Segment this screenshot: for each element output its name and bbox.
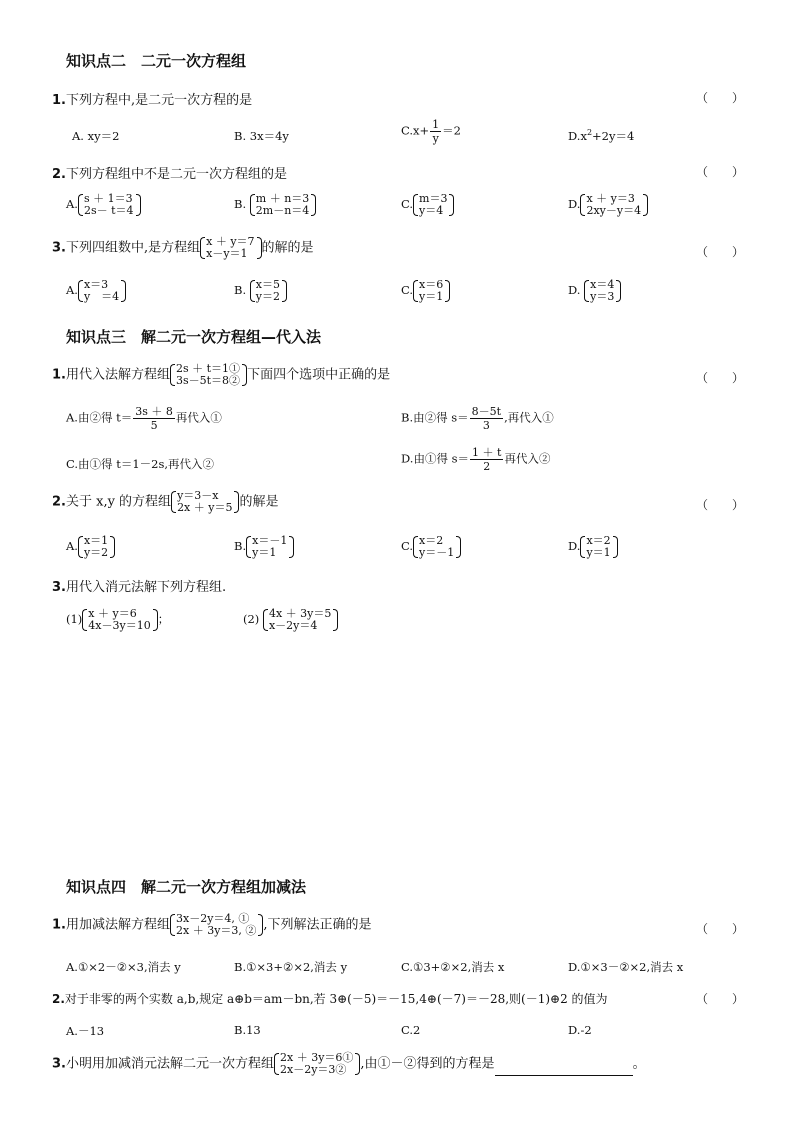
- equation-system: x＝2 y＝－1: [413, 535, 461, 559]
- equation-system: x ＋ y＝3 2xy－y＝4: [580, 193, 648, 217]
- equation-system: 2x ＋ 3y＝6① 2x－2y＝3②: [274, 1052, 360, 1076]
- option-a: A.－13: [66, 1024, 105, 1038]
- option-b: B.由②得 s＝ $\frac{8-5t}{3}$ ,再代入①: [401, 405, 554, 432]
- option-d: D.-2: [568, 1023, 592, 1037]
- equation-system: y＝3－x 2x ＋ y＝5: [171, 490, 239, 514]
- equation-system: x＝－1 y＝1: [246, 535, 294, 559]
- question-4-2: 2.对于非零的两个实数 a,b,规定 a⊕b＝am－bn,若 3⊕(－5)＝－15,4⊕(－7)＝－28,则(－1)⊕2 的值为: [52, 992, 608, 1006]
- option-c: C.x+ $\frac{1}{y}$ ＝2: [401, 118, 461, 145]
- answer-paren: （ ）: [696, 922, 745, 936]
- equation-system: x＝2 y＝1: [580, 535, 617, 559]
- option-c: C. x＝6 y＝1: [401, 279, 450, 303]
- option-d: D. x＝4 y＝3: [568, 279, 621, 303]
- option-a: A. xy＝2: [72, 129, 120, 143]
- equation-system: x＝5 y＝2: [250, 279, 287, 303]
- equation-system: 2s ＋ t＝1① 3s－5t＝8②: [170, 363, 247, 387]
- question-4-1: 1.用加减法解方程组 3x－2y＝4, ① 2x ＋ 3y＝3, ② ,下列解法正确的是: [52, 912, 372, 937]
- equation-system: x ＋ y＝7 x－y＝1: [200, 236, 261, 260]
- answer-paren: （ ）: [696, 245, 745, 259]
- answer-paren: （ ）: [696, 371, 745, 385]
- equation-system: s ＋ 1＝3 2s－ t＝4: [78, 193, 141, 217]
- option-b: B. x＝5 y＝2: [234, 279, 287, 303]
- option-b: B. x＝－1 y＝1: [234, 535, 294, 559]
- option-b: B. m ＋ n＝3 2m－n＝4: [234, 193, 316, 217]
- option-b: B.①×3+②×2,消去 y: [234, 960, 348, 974]
- answer-blank[interactable]: [495, 1063, 633, 1076]
- answer-paren: （ ）: [696, 165, 745, 179]
- question-2-1: 1.下列方程中,是二元一次方程的是: [52, 93, 253, 108]
- option-a: A.①×2－②×3,消去 y: [66, 960, 181, 974]
- option-d: D.由①得 s＝ $\frac{1 + t}{2}$ 再代入②: [401, 446, 551, 473]
- option-c: C. x＝2 y＝－1: [401, 535, 461, 559]
- equation-system: x ＋ y＝6 4x－3y＝10: [82, 608, 157, 632]
- equation-system: m ＋ n＝3 2m－n＝4: [250, 193, 317, 217]
- sub-problem-1: (1) x ＋ y＝6 4x－3y＝10 ；: [66, 607, 170, 632]
- equation-system: x＝1 y＝2: [78, 535, 115, 559]
- question-4-3: 3.小明用加减消元法解二元一次方程组 2x ＋ 3y＝6① 2x－2y＝3② ,由①－②得到的方程是 。: [52, 1051, 646, 1076]
- equation-system: x＝3 y ＝4: [78, 279, 126, 303]
- question-2-2: 2.下列方程组中不是二元一次方程组的是: [52, 167, 287, 182]
- section-title-4: 知识点四 解二元一次方程组加减法: [66, 878, 307, 896]
- option-d: D.①×3－②×2,消去 x: [568, 960, 684, 974]
- answer-paren: （ ）: [696, 992, 745, 1006]
- equation-system: m＝3 y＝4: [413, 193, 454, 217]
- question-3-3: 3.用代入消元法解下列方程组.: [52, 580, 227, 595]
- option-c: C.由①得 t＝1－2s,再代入②: [66, 457, 215, 471]
- section-title-2: 知识点二 二元一次方程组: [66, 52, 247, 70]
- question-3-1: 1.用代入法解方程组 2s ＋ t＝1① 3s－5t＝8② 下面四个选项中正确的是: [52, 362, 391, 387]
- sub-problem-2: (2) 4x ＋ 3y＝5 x－2y＝4: [243, 608, 338, 632]
- option-c: C.①3+②×2,消去 x: [401, 960, 505, 974]
- equation-system: x＝4 y＝3: [584, 279, 621, 303]
- option-c: C. m＝3 y＝4: [401, 193, 454, 217]
- option-d: D. x ＋ y＝3 2xy－y＝4: [568, 193, 648, 217]
- question-2-3: 3.下列四组数中,是方程组 x ＋ y＝7 x－y＝1 的解的是: [52, 235, 314, 260]
- option-a: A. x＝1 y＝2: [66, 535, 115, 559]
- equation-system: 3x－2y＝4, ① 2x ＋ 3y＝3, ②: [170, 913, 263, 937]
- option-a: A.由②得 t＝ $\frac{3s + 8}{5}$ 再代入①: [66, 405, 222, 432]
- option-b: B. 3x＝4y: [234, 129, 289, 143]
- answer-paren: （ ）: [696, 498, 745, 512]
- section-title-3: 知识点三 解二元一次方程组—代入法: [66, 328, 322, 346]
- question-3-2: 2.关于 x,y 的方程组 y＝3－x 2x ＋ y＝5 的解是: [52, 489, 279, 514]
- equation-system: 4x ＋ 3y＝5 x－2y＝4: [263, 608, 338, 632]
- answer-paren: （ ）: [696, 91, 745, 105]
- option-a: A. x＝3 y ＝4: [66, 279, 126, 303]
- option-b: B.13: [234, 1023, 261, 1037]
- option-d: D. x＝2 y＝1: [568, 535, 618, 559]
- equation-system: x＝6 y＝1: [413, 279, 450, 303]
- option-a: A. s ＋ 1＝3 2s－ t＝4: [66, 193, 141, 217]
- option-c: C.2: [401, 1023, 421, 1037]
- option-d: $D.x^2+2y=4$: [568, 128, 635, 143]
